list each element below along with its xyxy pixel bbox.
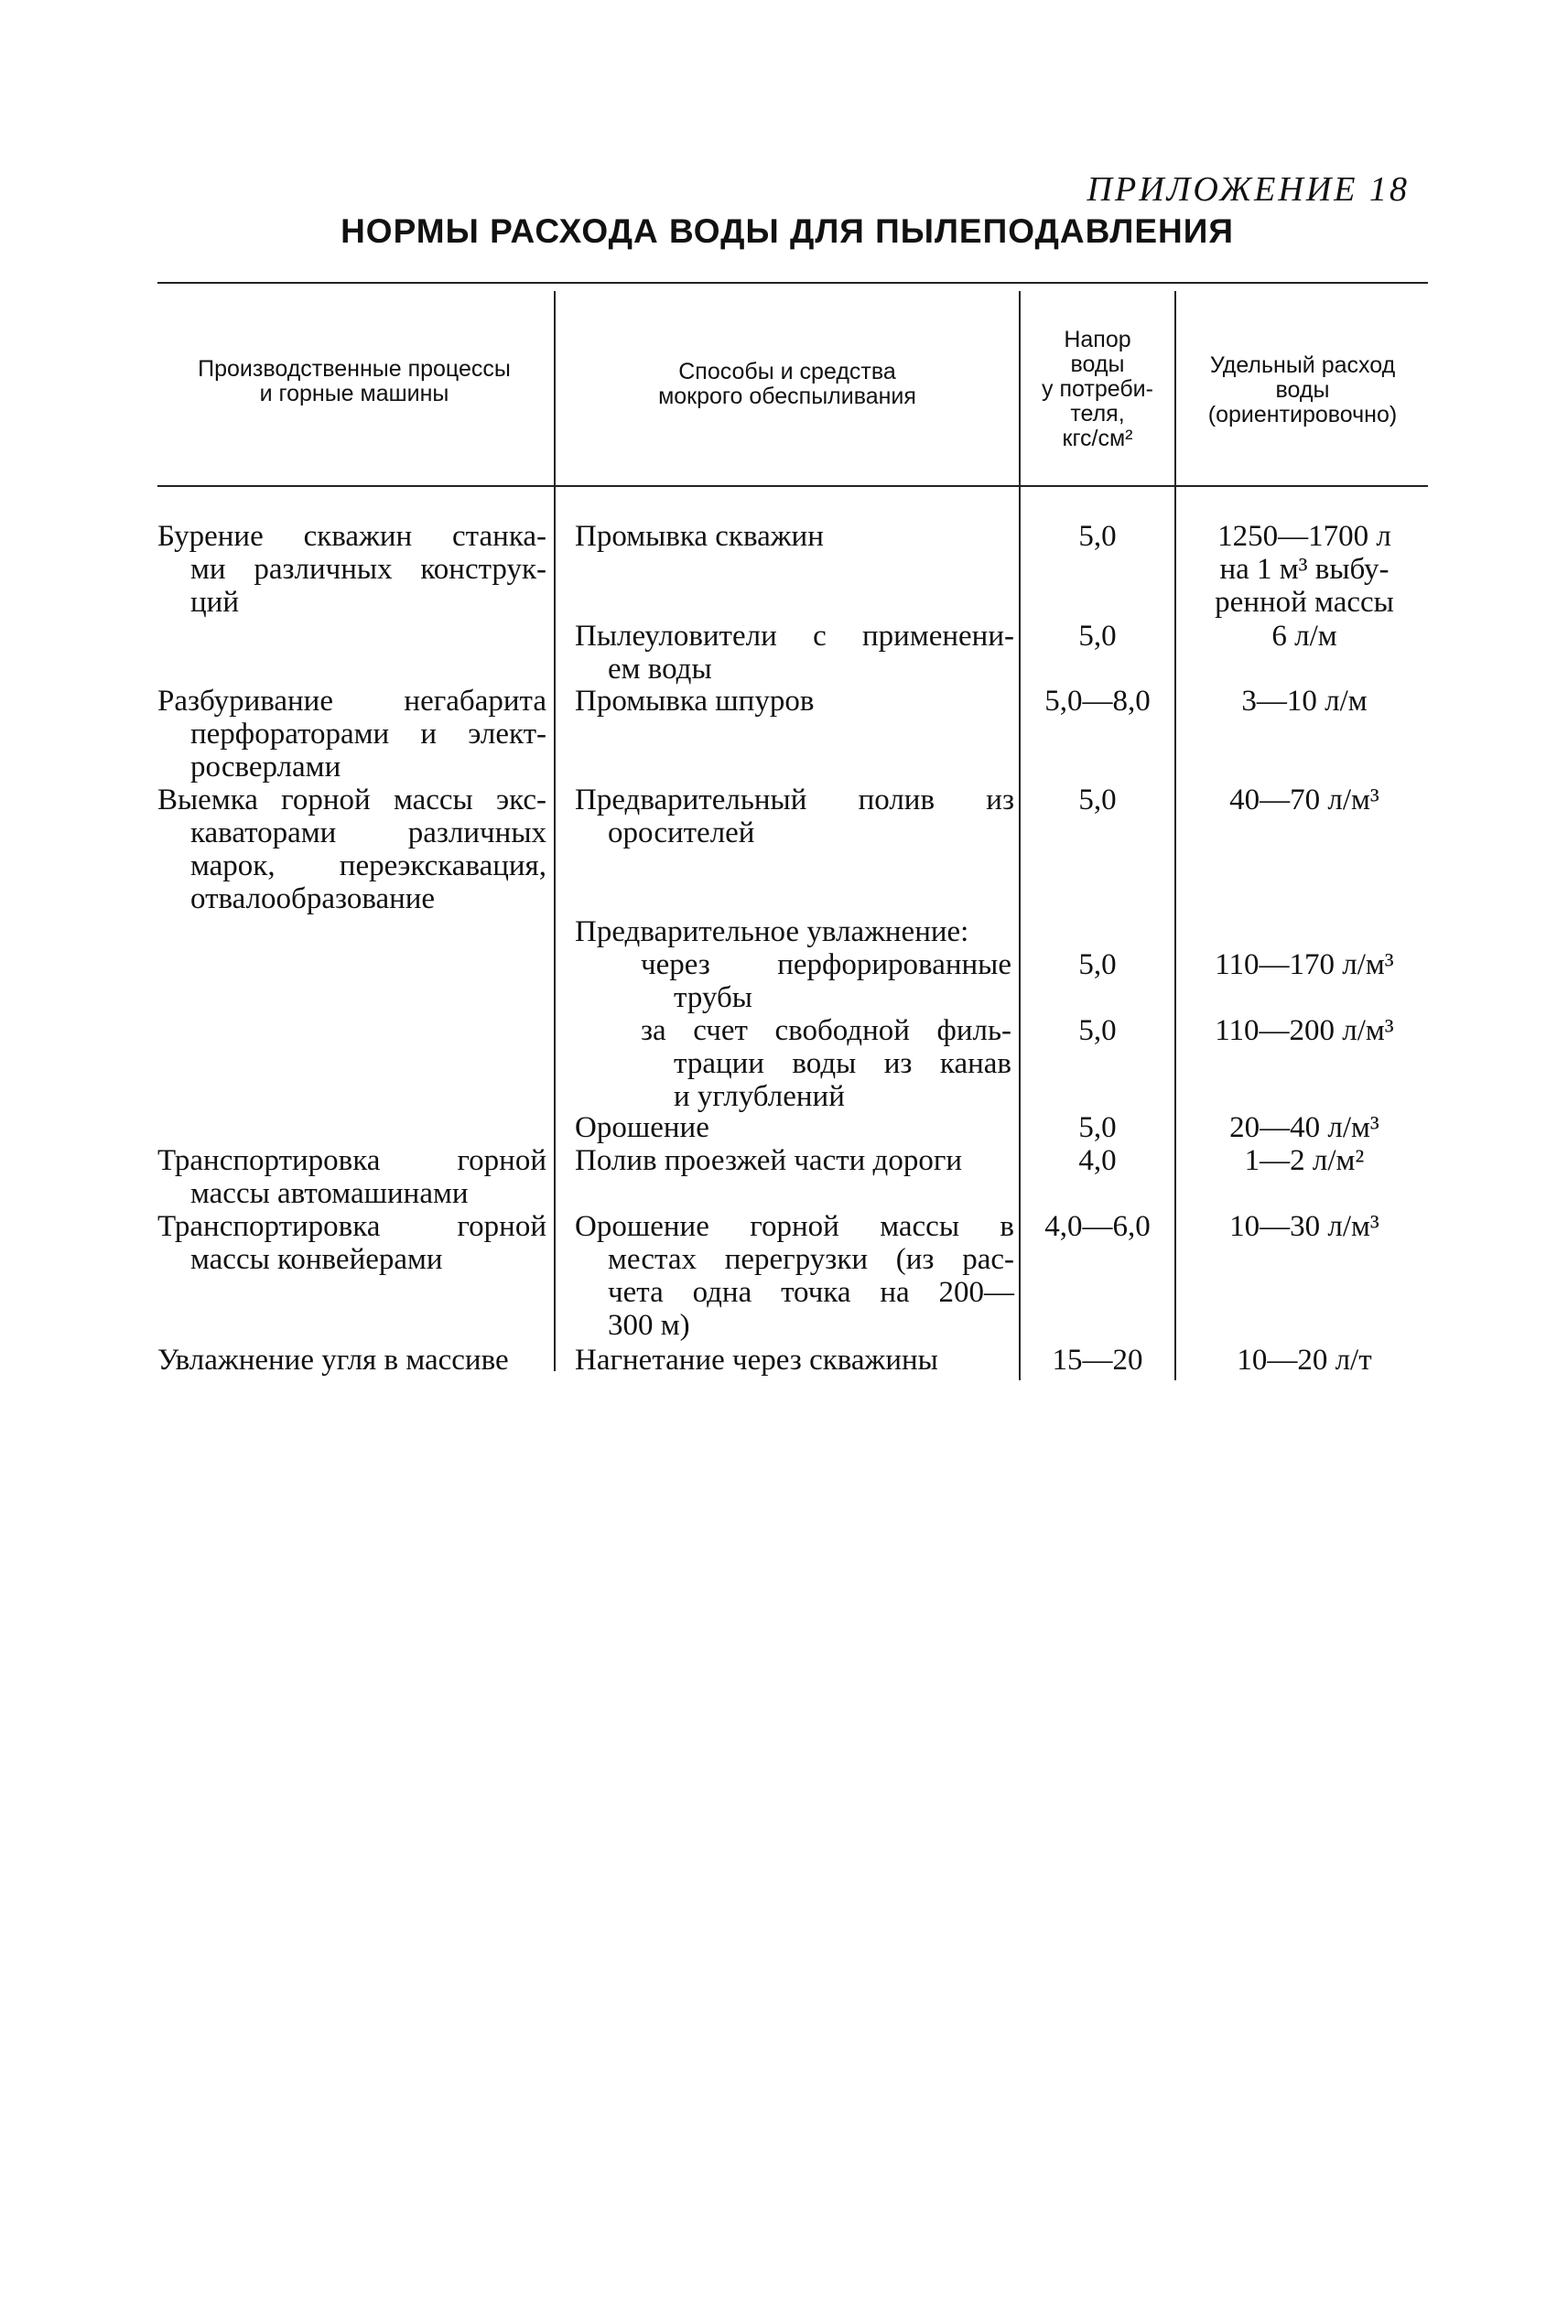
method-preliminary-watering [575, 784, 1014, 849]
pressure-value: 5,0 [1078, 948, 1117, 981]
header-line: Напор [1064, 327, 1131, 352]
pressure-value: 15—20 [1052, 1344, 1143, 1377]
text-line: росверлами [190, 751, 341, 784]
text-line: Промывка скважин [575, 520, 824, 553]
rate-value: 6 л/м [1271, 620, 1337, 653]
header-line: (ориентировочно) [1207, 402, 1398, 427]
header-pressure [1022, 328, 1173, 451]
text-line: Бурение скважин станка- [157, 520, 546, 553]
process-excavation [157, 784, 546, 915]
text-line: массы конвейерами [190, 1243, 443, 1276]
header-rate [1179, 353, 1426, 427]
text-line: каваторами различных [190, 816, 546, 849]
pressure-value: 5,0 [1078, 520, 1117, 553]
text-line: массы автомашинами [190, 1177, 469, 1210]
pressure-value: 4,0 [1078, 1144, 1117, 1177]
header-line: у потреби- [1042, 376, 1153, 402]
header-line: и горные машины [259, 381, 449, 406]
text-line: на 1 м³ выбу- [1219, 553, 1390, 586]
process-truck-transport [157, 1144, 546, 1210]
rate-value: 10—20 л/т [1237, 1344, 1372, 1377]
text-line: оросителей [608, 816, 755, 849]
text-line: Выемка горной массы экс- [157, 784, 546, 816]
rate-value: 110—200 л/м³ [1215, 1014, 1394, 1047]
text-line: отвалообразование [190, 882, 436, 915]
text-line: Орошение горной массы в [575, 1210, 1014, 1243]
column-divider-2 [1019, 291, 1021, 1380]
text-line: ций [190, 586, 239, 619]
header-processes [157, 357, 551, 406]
text-line: перфораторами и элект- [190, 718, 546, 751]
process-oversize-breaking [157, 685, 546, 784]
method-preliminary-moistening: Предварительное увлажнение: [575, 915, 969, 948]
text-line: 300 м) [608, 1309, 690, 1342]
method-road-watering: Полив проезжей части дороги [575, 1144, 963, 1177]
method-well-flushing [575, 520, 1014, 553]
column-divider-3 [1174, 291, 1176, 1380]
pressure-value: 5,0 [1078, 1111, 1117, 1144]
rate-value: 40—70 л/м³ [1229, 784, 1379, 816]
text-line: марок, переэкскавация, [190, 849, 546, 882]
text-line: местах перегрузки (из рас- [608, 1243, 1014, 1276]
rate-value: 1—2 л/м² [1244, 1144, 1365, 1177]
rate-value: 3—10 л/м [1241, 685, 1368, 718]
method-irrigation: Орошение [575, 1111, 709, 1144]
method-transfer-irrigation [575, 1210, 1014, 1342]
text-line: ренной массы [1215, 586, 1394, 619]
table-top-rule [157, 282, 1428, 284]
pressure-value: 4,0—6,0 [1044, 1210, 1151, 1243]
pressure-value: 5,0 [1078, 1014, 1117, 1047]
text-line: за счет свободной филь- [641, 1014, 1011, 1047]
header-methods [558, 360, 1016, 409]
header-line: мокрого обеспыливания [658, 384, 916, 409]
header-line: теля, [1070, 401, 1125, 427]
text-line: Транспортировка горной [157, 1144, 546, 1177]
text-line: чета одна точка на 200— [608, 1276, 1014, 1309]
header-line: Удельный расход [1209, 352, 1396, 378]
text-line: через перфорированные [641, 948, 1011, 981]
process-conveyor-transport [157, 1210, 546, 1276]
method-free-filtration [641, 1014, 1011, 1113]
header-line: воды [1070, 351, 1125, 377]
text-line: Предварительный полив из [575, 784, 1014, 816]
text-line: Транспортировка горной [157, 1210, 546, 1243]
process-drilling [157, 520, 546, 619]
text-line: 1250—1700 л [1217, 520, 1391, 553]
pressure-value: 5,0 [1078, 784, 1117, 816]
text-line: Пылеуловители с применени- [575, 620, 1014, 653]
header-line: кгс/см² [1062, 426, 1133, 451]
method-dust-collectors [575, 620, 1014, 686]
text-line: ми различных конструк- [190, 553, 546, 586]
appendix-label: ПРИЛОЖЕНИЕ 18 [1087, 170, 1410, 209]
method-hole-flushing [575, 685, 1014, 718]
method-injection: Нагнетание через скважины [575, 1344, 938, 1377]
header-bottom-rule [157, 485, 1428, 487]
rate-value: 10—30 л/м³ [1229, 1210, 1379, 1243]
rate-value: 20—40 л/м³ [1229, 1111, 1379, 1144]
text-line: ем воды [608, 653, 712, 686]
pressure-value: 5,0 [1078, 620, 1117, 653]
text-line: Разбуривание негабарита [157, 685, 546, 718]
column-divider-1 [554, 291, 556, 1371]
header-line: Способы и средства [678, 359, 896, 384]
method-perforated-pipes [641, 948, 1011, 1014]
rate-value: 110—170 л/м³ [1215, 948, 1394, 981]
rate-value [1181, 520, 1428, 619]
text-line: трубы [674, 981, 752, 1014]
header-line: Производственные процессы [198, 356, 511, 382]
pressure-value: 5,0—8,0 [1044, 685, 1151, 718]
text-line: и углублений [674, 1080, 845, 1113]
page-title: НОРМЫ РАСХОДА ВОДЫ ДЛЯ ПЫЛЕПОДАВЛЕНИЯ [341, 212, 1234, 250]
process-coal-moistening: Увлажнение угля в массиве [157, 1344, 509, 1377]
header-line: воды [1275, 377, 1330, 403]
text-line: трации воды из канав [674, 1047, 1011, 1080]
text-line: Промывка шпуров [575, 685, 815, 718]
